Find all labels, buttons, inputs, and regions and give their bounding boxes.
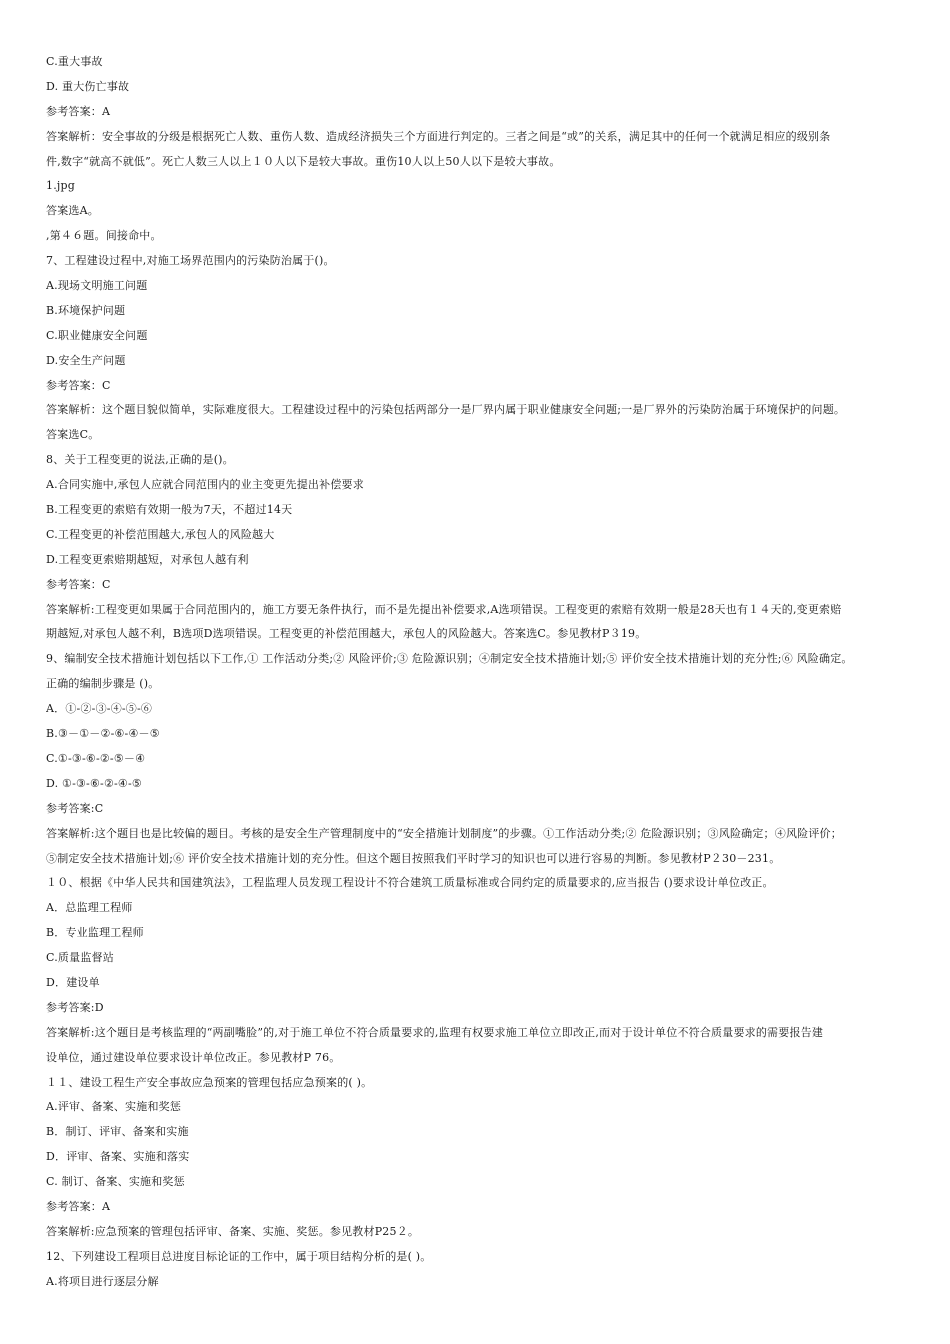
answer-line: 参考答案：A <box>46 1199 111 1213</box>
question-stem: １０、根据《中华人民共和国建筑法》，工程监理人员发现工程设计不符合建筑工质量标准或合同约定的质量要求的,应当报告 ()要求设计单位改正。 <box>46 876 774 890</box>
option-line: D.工程变更索赔期越短，对承包人越有利 <box>46 552 249 566</box>
answer-line: 参考答案:D <box>46 1000 104 1014</box>
question-stem: 8、关于工程变更的说法,正确的是()。 <box>46 453 234 467</box>
text-line: 参考答案：A <box>46 104 111 118</box>
option-line: C.职业健康安全问题 <box>46 328 148 342</box>
text-line: C.重大事故 <box>46 55 103 68</box>
text-line: 件,数字“就高不就低”。死亡人数三人以上１０人以下是较大事故。重伤10人以上50人以下是较大事故。 <box>46 154 561 168</box>
text-line: 答案选C。 <box>46 428 100 442</box>
option-line: C.工程变更的补偿范围越大,承包人的风险越大 <box>46 527 275 541</box>
question-stem: 9、编制安全技术措施计划包括以下工作,① 工作活动分类;② 风险评价;③ 危险源识别；④制定安全技术措施计划;⑤ 评价安全技术措施计划的充分性;⑥ 风险确定。 <box>46 652 853 666</box>
option-line: D．建设单 <box>46 975 100 989</box>
option-line: D. ①-③-⑥-②-④-⑤ <box>46 776 142 790</box>
explanation-line: 答案解析：这个题目貌似简单，实际难度很大。工程建设过程中的污染包括两部分一是厂界内属于职业健康安全问题;一是厂界外的污染防治属于环境保护的问题。 <box>46 403 846 417</box>
option-line: C.质量监督站 <box>46 951 114 965</box>
option-line: D．评审、备案、实施和落实 <box>46 1150 190 1164</box>
answer-line: 参考答案:C <box>46 801 104 815</box>
question-stem: １１、建设工程生产安全事故应急预案的管理包括应急预案的( )。 <box>46 1075 373 1089</box>
option-line: B.环境保护问题 <box>46 303 126 317</box>
text-line: 答案解析：安全事故的分级是根据死亡人数、重伤人数、造成经济损失三个方面进行判定的。三者之间是“或”的关系，满足其中的任何一个就满足相应的级别条 <box>46 129 831 143</box>
text-line: ,第４６题。间接命中。 <box>46 229 162 243</box>
option-line: A.评审、备案、实施和奖惩 <box>46 1100 182 1114</box>
option-line: D.安全生产问题 <box>46 353 126 367</box>
text-line: 答案选A。 <box>46 204 99 218</box>
option-line: C.①-③-⑥-②-⑤－④ <box>46 751 146 765</box>
option-line: B.工程变更的索赔有效期一般为7天，不超过14天 <box>46 503 293 517</box>
question-stem: 7、工程建设过程中,对施工场界范围内的污染防治属于()。 <box>46 254 335 268</box>
text-line: 1.jpg <box>46 179 75 193</box>
option-line: B．制订、评审、备案和实施 <box>46 1125 189 1139</box>
option-line: A.现场文明施工问题 <box>46 279 148 293</box>
text-line: D. 重大伤亡事故 <box>46 79 130 93</box>
document-page <box>46 50 916 1295</box>
answer-line: 参考答案：C <box>46 378 111 392</box>
answer-line: 参考答案：C <box>46 577 111 591</box>
explanation-line: ⑤制定安全技术措施计划;⑥ 评价安全技术措施计划的充分性。但这个题目按照我们平时学习的知识也可以进行容易的判断。参见教材P２30－231。 <box>46 851 781 865</box>
option-line: A.将项目进行逐层分解 <box>46 1274 159 1288</box>
question-stem: 正确的编制步骤是 ()。 <box>46 677 160 691</box>
explanation-line: 答案解析:应急预案的管理包括评审、备案、实施、奖惩。参见教材P25２。 <box>46 1224 420 1238</box>
option-line: B．专业监理工程师 <box>46 926 144 940</box>
explanation-line: 期越短,对承包人越不利，B选项D选项错误。工程变更的补偿范围越大，承包人的风险越大。答案选C。参见教材P３19。 <box>46 627 647 641</box>
option-line: A．总监理工程师 <box>46 901 133 915</box>
explanation-line: 答案解析:这个题目也是比较偏的题目。考核的是安全生产管理制度中的“安全措施计划制度”的步骤。①工作活动分类;② 危险源识别；③风险确定；④风险评价； <box>46 826 842 840</box>
option-line: A.合同实施中,承包人应就合同范围内的业主变更先提出补偿要求 <box>46 478 364 492</box>
option-line: B.③－①－②-⑥-④－⑤ <box>46 727 160 741</box>
explanation-line: 答案解析:这个题目是考核监理的“两副嘴脸”的,对于施工单位不符合质量要求的,监理有权要求施工单位立即改正,而对于设计单位不符合质量要求的需要报告建 <box>46 1025 824 1039</box>
question-stem: 12、下列建设工程项目总进度目标论证的工作中，属于项目结构分析的是( )。 <box>46 1249 432 1263</box>
option-line: A．①-②-③-④-⑤-⑥ <box>46 702 153 716</box>
option-line: C. 制订、备案、实施和奖惩 <box>46 1175 185 1189</box>
explanation-line: 设单位，通过建设单位要求设计单位改正。参见教材P 76。 <box>46 1050 341 1064</box>
explanation-line: 答案解析:工程变更如果属于合同范围内的，施工方要无条件执行，而不是先提出补偿要求,A选项错误。工程变更的索赔有效期一般是28天也有１４天的,变更索赔 <box>46 602 842 616</box>
